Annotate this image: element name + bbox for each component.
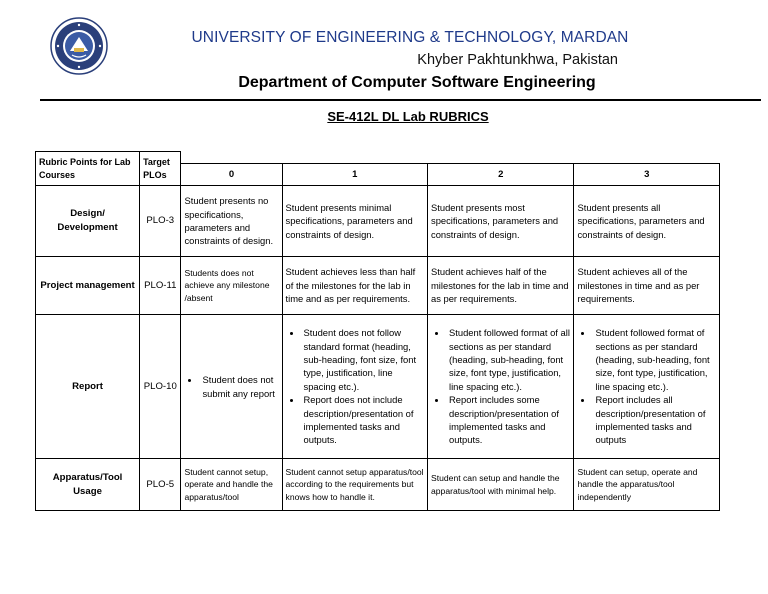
rubric-cell: Student can setup, operate and handle the apparatus/tool independently bbox=[574, 459, 720, 511]
header-level-2: 2 bbox=[428, 164, 574, 186]
rubric-cell: Student achieves less than half of the milestones for the lab in time and as per requirements. bbox=[282, 257, 427, 315]
list-item: • Student followed format of all sections as per standard (heading, sub-heading, font size, font type, justification, line spacing etc.). bbox=[447, 326, 570, 393]
table-row bbox=[36, 257, 720, 315]
list-item: • Student followed format of sections as per standard (heading, sub-heading, font size, font type, justification, line spacing etc.). bbox=[593, 326, 716, 393]
criterion-cell: Apparatus/Tool Usage bbox=[36, 459, 140, 511]
bullet-list bbox=[184, 373, 278, 400]
rubric-cell: Student presents no specifications, parameters and constraints of design. bbox=[181, 186, 282, 257]
list-item: • Report includes some description/presentation of implemented tasks and outputs. bbox=[447, 393, 570, 446]
header-level-1: 1 bbox=[282, 164, 427, 186]
rubric-cell bbox=[282, 315, 427, 459]
rubric-cell: Student can setup and handle the apparatus/tool with minimal help. bbox=[428, 459, 574, 511]
university-name: UNIVERSITY OF ENGINEERING & TECHNOLOGY, MARDAN bbox=[191, 29, 629, 46]
rubric-cell: Student cannot setup, operate and handle the apparatus/tool bbox=[181, 459, 282, 511]
header-level-0: 0 bbox=[181, 164, 282, 186]
plo-cell: PLO-3 bbox=[140, 186, 181, 257]
list-item: • Report includes all description/presentation of implemented tasks and outputs bbox=[593, 393, 716, 446]
table-row bbox=[36, 186, 720, 257]
rubric-cell: Student presents minimal specifications, parameters and constraints of design. bbox=[282, 186, 427, 257]
list-item: • Student does not follow standard format (heading, sub-heading, font size, font type, justification, line spacing etc.). bbox=[302, 326, 424, 393]
rubric-cell: Student presents all specifications, parameters and constraints of design. bbox=[574, 186, 720, 257]
bullet-list bbox=[577, 326, 716, 446]
university-location: Khyber Pakhtunkhwa, Pakistan bbox=[417, 52, 618, 68]
criterion-cell: Report bbox=[36, 315, 140, 459]
rubric-cell: Student cannot setup apparatus/tool according to the requirements but knows how to handle it. bbox=[282, 459, 427, 511]
header-rubric-points: Rubric Points for Lab Courses bbox=[36, 152, 140, 186]
table-row bbox=[36, 459, 720, 511]
rubric-table bbox=[35, 151, 720, 511]
rubric-title: SE-412L DL Lab RUBRICS bbox=[327, 109, 489, 124]
criterion-cell: Design/ Development bbox=[36, 186, 140, 257]
list-item: • Report does not include description/presentation of implemented tasks and outputs. bbox=[302, 393, 424, 446]
rubric-cell bbox=[181, 315, 282, 459]
rubric-cell bbox=[428, 315, 574, 459]
plo-cell: PLO-11 bbox=[140, 257, 181, 315]
bullet-list bbox=[431, 326, 570, 446]
table-row bbox=[36, 315, 720, 459]
rubric-cell: Students does not achieve any milestone /absent bbox=[181, 257, 282, 315]
rubric-cell: Student presents most specifications, parameters and constraints of design. bbox=[428, 186, 574, 257]
rubric-cell bbox=[574, 315, 720, 459]
rubric-cell: Student achieves half of the milestones for the lab in time and as per requirements. bbox=[428, 257, 574, 315]
department-name: Department of Computer Software Engineering bbox=[238, 74, 596, 91]
header-spacer bbox=[181, 152, 720, 164]
list-item: • Student does not submit any report bbox=[200, 373, 278, 400]
header-target-plos: Target PLOs bbox=[140, 152, 181, 186]
plo-cell: PLO-5 bbox=[140, 459, 181, 511]
bullet-list bbox=[286, 326, 424, 446]
header-level-3: 3 bbox=[574, 164, 720, 186]
rubric-cell: Student achieves all of the milestones in time and as per requirements. bbox=[574, 257, 720, 315]
criterion-cell: Project management bbox=[36, 257, 140, 315]
plo-cell: PLO-10 bbox=[140, 315, 181, 459]
header-divider bbox=[40, 99, 761, 101]
